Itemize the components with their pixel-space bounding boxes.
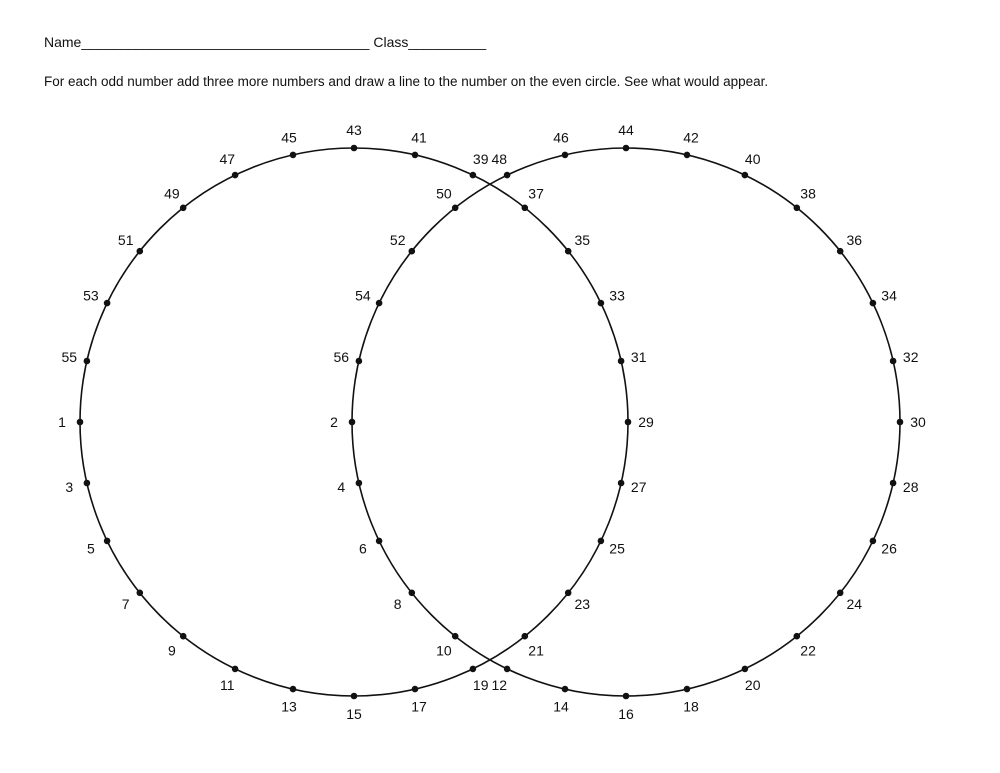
odd-point-dot-21 (522, 633, 529, 640)
odd-point-label-5: 5 (87, 540, 95, 557)
odd-point-label-39: 39 (472, 150, 489, 167)
odd-point-dot-35 (565, 248, 572, 255)
even-point-dot-34 (870, 300, 877, 307)
odd-point-dot-11 (232, 666, 239, 673)
even-point-dot-12 (504, 666, 511, 673)
even-point-dot-50 (452, 205, 459, 212)
even-point-label-22: 22 (800, 642, 816, 659)
odd-point-label-35: 35 (574, 231, 591, 248)
even-point-dot-38 (794, 205, 801, 212)
odd-point-label-41: 41 (411, 129, 427, 146)
odd-point-label-25: 25 (609, 540, 625, 557)
odd-point-label-27: 27 (630, 479, 647, 495)
odd-point-dot-27 (618, 480, 625, 487)
odd-point-dot-39 (470, 172, 477, 179)
odd-point-label-45: 45 (281, 129, 297, 146)
even-point-dot-36 (837, 248, 844, 255)
name-blank[interactable]: _____________________________________ (81, 34, 370, 50)
odd-point-dot-29 (625, 419, 632, 426)
odd-point-dot-5 (104, 538, 111, 545)
even-point-dot-2 (349, 419, 356, 426)
even-point-label-8: 8 (393, 596, 402, 613)
even-point-label-18: 18 (683, 698, 699, 715)
even-point-label-52: 52 (389, 231, 406, 248)
odd-point-label-13: 13 (281, 698, 297, 715)
even-point-dot-6 (376, 538, 383, 545)
even-point-dot-20 (742, 666, 749, 673)
odd-point-dot-9 (180, 633, 187, 640)
odd-point-label-51: 51 (117, 231, 134, 248)
class-label: Class (373, 34, 409, 50)
odd-point-label-53: 53 (83, 287, 99, 304)
odd-point-dot-49 (180, 205, 187, 212)
odd-point-label-17: 17 (411, 698, 427, 715)
even-point-dot-52 (409, 248, 416, 255)
even-point-label-32: 32 (902, 349, 919, 365)
odd-point-dot-15 (351, 693, 358, 700)
odd-point-dot-51 (137, 248, 144, 255)
odd-point-dot-33 (598, 300, 605, 307)
odd-point-label-29: 29 (638, 414, 654, 430)
even-point-label-36: 36 (846, 231, 863, 248)
odd-point-label-47: 47 (219, 150, 236, 167)
odd-point-dot-7 (137, 590, 144, 597)
even-point-label-2: 2 (330, 414, 338, 430)
even-point-label-38: 38 (800, 185, 816, 202)
even-point-label-12: 12 (491, 677, 508, 694)
even-point-dot-28 (890, 480, 897, 487)
even-point-label-4: 4 (337, 479, 346, 495)
even-point-dot-56 (356, 358, 363, 365)
even-point-dot-10 (452, 633, 459, 640)
even-point-dot-8 (409, 590, 416, 597)
odd-point-label-15: 15 (346, 706, 362, 722)
even-point-label-30: 30 (910, 414, 926, 430)
odd-point-dot-23 (565, 590, 572, 597)
even-point-dot-42 (684, 152, 691, 159)
even-point-label-14: 14 (553, 698, 569, 715)
even-point-dot-26 (870, 538, 877, 545)
odd-point-dot-37 (522, 205, 529, 212)
even-point-label-46: 46 (553, 129, 569, 146)
odd-point-label-21: 21 (528, 642, 544, 659)
even-point-dot-24 (837, 590, 844, 597)
even-point-label-28: 28 (902, 479, 919, 495)
odd-point-label-33: 33 (609, 287, 625, 304)
odd-point-label-1: 1 (58, 414, 66, 430)
even-point-label-10: 10 (436, 642, 452, 659)
even-point-label-44: 44 (618, 122, 634, 138)
even-point-label-20: 20 (744, 677, 761, 694)
even-point-label-54: 54 (355, 287, 371, 304)
odd-point-dot-31 (618, 358, 625, 365)
odd-point-label-31: 31 (630, 349, 647, 365)
odd-point-label-9: 9 (168, 642, 176, 659)
even-point-dot-22 (794, 633, 801, 640)
even-point-dot-16 (623, 693, 630, 700)
even-point-label-40: 40 (744, 150, 761, 167)
even-point-dot-40 (742, 172, 749, 179)
odd-point-dot-55 (84, 358, 91, 365)
even-point-label-56: 56 (333, 349, 350, 365)
even-point-label-24: 24 (846, 596, 863, 613)
odd-point-dot-47 (232, 172, 239, 179)
odd-point-label-11: 11 (220, 677, 235, 694)
odd-point-dot-3 (84, 480, 91, 487)
even-point-label-16: 16 (618, 706, 634, 722)
even-point-dot-4 (356, 480, 363, 487)
odd-point-dot-19 (470, 666, 477, 673)
odd-point-dot-17 (412, 686, 419, 693)
odd-point-label-23: 23 (574, 596, 591, 613)
class-blank[interactable]: __________ (408, 34, 487, 50)
even-point-dot-18 (684, 686, 691, 693)
even-point-label-42: 42 (683, 129, 699, 146)
even-point-dot-30 (897, 419, 904, 426)
odd-point-label-55: 55 (61, 349, 78, 365)
name-label: Name (44, 34, 82, 50)
even-point-dot-44 (623, 145, 630, 152)
even-point-label-6: 6 (359, 540, 367, 557)
odd-point-label-49: 49 (164, 185, 180, 202)
even-point-dot-14 (562, 686, 569, 693)
odd-point-dot-13 (290, 686, 297, 693)
odd-point-label-7: 7 (121, 596, 130, 613)
odd-point-dot-53 (104, 300, 111, 307)
odd-point-dot-25 (598, 538, 605, 545)
odd-point-dot-45 (290, 152, 297, 159)
even-point-label-26: 26 (881, 540, 897, 557)
even-point-dot-48 (504, 172, 511, 179)
odd-point-dot-43 (351, 145, 358, 152)
odd-point-label-3: 3 (65, 479, 74, 495)
odd-point-label-37: 37 (528, 185, 544, 202)
odd-point-dot-41 (412, 152, 419, 159)
even-point-dot-46 (562, 152, 569, 159)
odd-point-dot-1 (77, 419, 84, 426)
even-point-dot-54 (376, 300, 383, 307)
even-point-dot-32 (890, 358, 897, 365)
instructions-text: For each odd number add three more numbers and draw a line to the number on the even circle. See what would appear. (44, 74, 769, 89)
odd-point-label-43: 43 (346, 122, 362, 138)
even-point-label-48: 48 (491, 150, 508, 167)
even-point-label-34: 34 (881, 287, 897, 304)
even-point-label-50: 50 (436, 185, 452, 202)
odd-point-label-19: 19 (472, 677, 489, 694)
